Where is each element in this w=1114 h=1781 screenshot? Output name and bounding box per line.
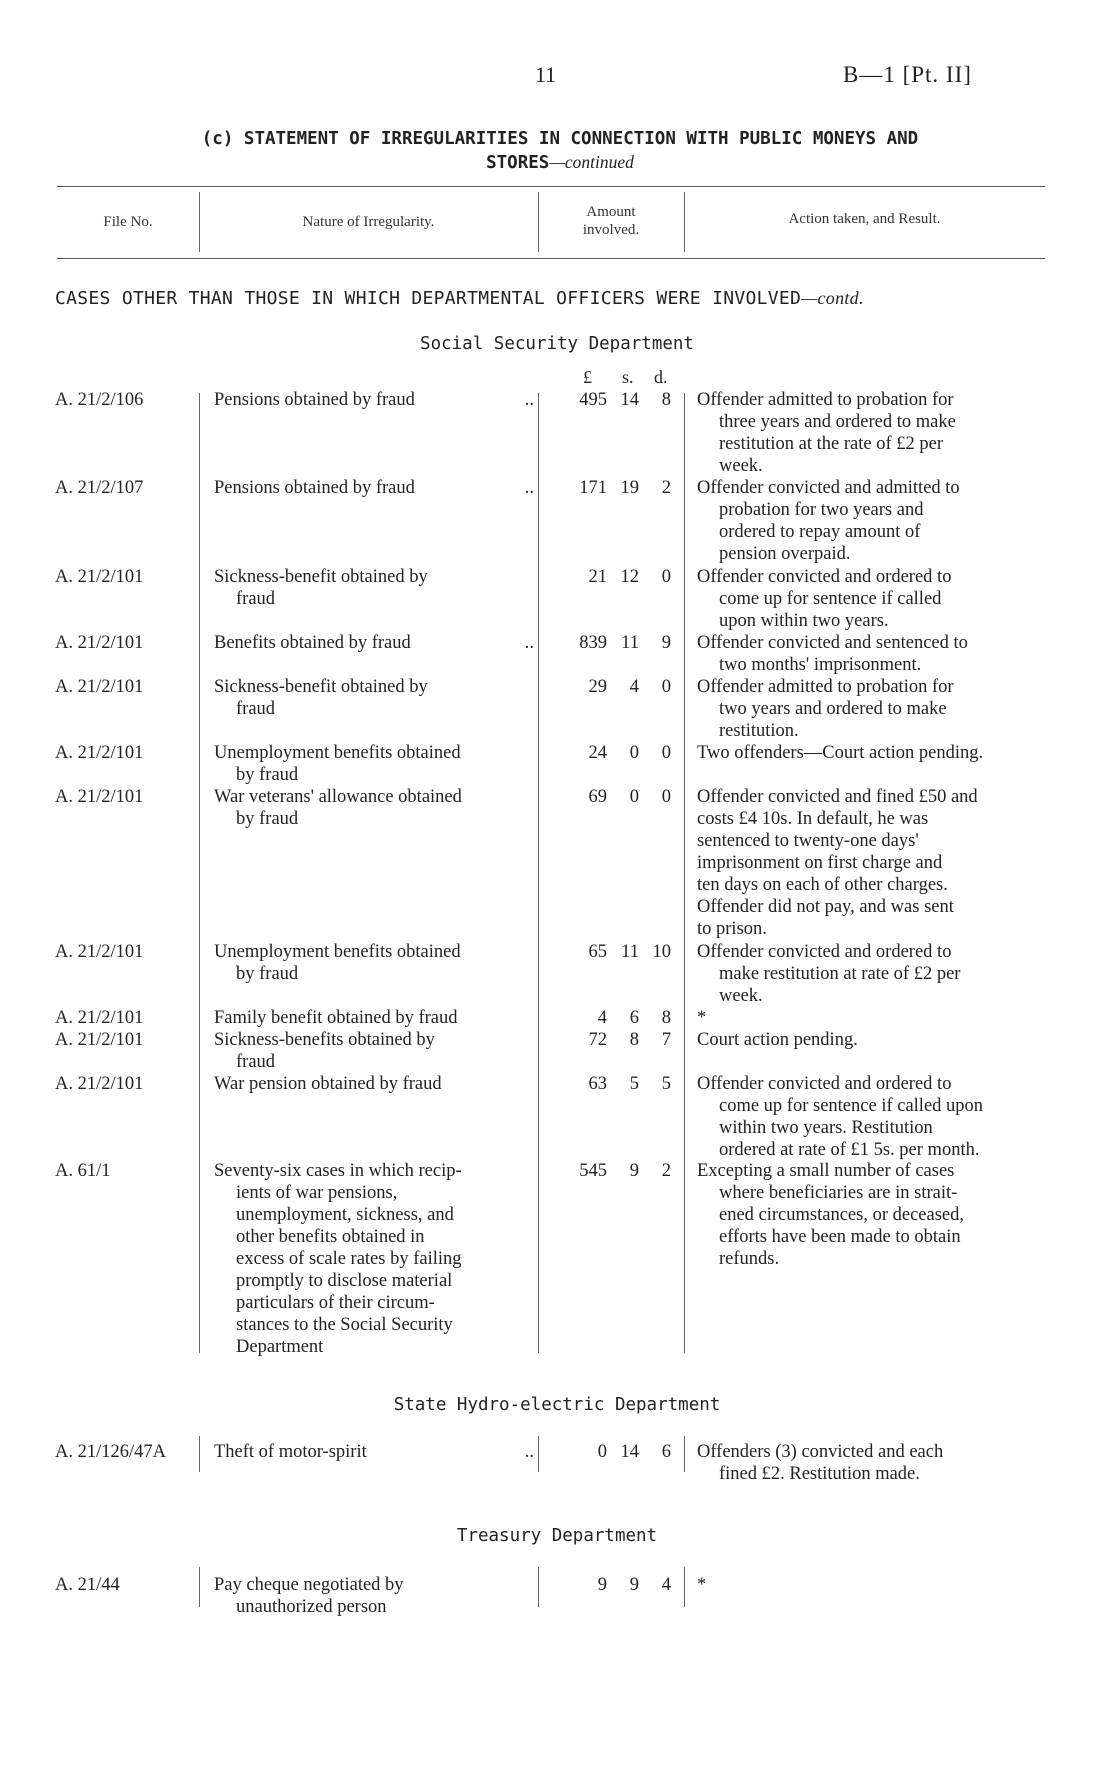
nature-of-irregularity xyxy=(214,676,534,720)
nature-line: Benefits obtained by fraud xyxy=(214,633,411,653)
amount-header-line-2: involved. xyxy=(582,222,640,238)
nature-line: promptly to disclose material xyxy=(236,1271,453,1291)
action-line: ordered at rate of £1 5s. per month. xyxy=(719,1140,980,1160)
amount-pounds: 839 xyxy=(579,633,607,653)
amount-shillings: 4 xyxy=(629,677,639,697)
nature-of-irregularity xyxy=(214,1574,534,1618)
amount-pounds: 171 xyxy=(579,478,607,498)
nature-line: Department xyxy=(236,1337,324,1357)
action-line: costs £4 10s. In default, he was xyxy=(697,809,929,829)
file-number: A. 21/2/101 xyxy=(55,1008,144,1028)
nature-of-irregularity xyxy=(214,389,534,411)
action-line: Offender admitted to probation for xyxy=(697,390,954,410)
nature-line: Pensions obtained by fraud xyxy=(214,390,415,410)
action-taken xyxy=(697,1007,1045,1029)
action-line: week. xyxy=(719,456,763,476)
nature-line: by fraud xyxy=(236,809,299,829)
action-line: Two offenders—Court action pending. xyxy=(697,743,984,763)
nature-line: Pay cheque negotiated by xyxy=(214,1575,404,1595)
action-line: Offender did not pay, and was sent xyxy=(697,897,954,917)
amount-shillings: 6 xyxy=(629,1008,639,1028)
section-heading xyxy=(55,288,864,309)
nature-of-irregularity xyxy=(214,477,534,499)
amount-pounds: 545 xyxy=(579,1161,607,1181)
action-taken xyxy=(697,1574,1045,1596)
page-number: 11 xyxy=(535,62,557,87)
column-divider xyxy=(538,1436,539,1472)
department-heading-treasury: Treasury Department xyxy=(456,1526,658,1546)
amount-shillings: 0 xyxy=(629,787,639,807)
statement-title xyxy=(60,128,1060,175)
department-heading-hydro: State Hydro-electric Department xyxy=(393,1395,721,1415)
leader-dots: .. xyxy=(524,633,534,653)
action-line: imprisonment on first charge and xyxy=(697,853,943,873)
action-taken xyxy=(697,941,1045,1007)
file-number: A. 21/2/101 xyxy=(55,677,144,697)
action-line: * xyxy=(697,1575,707,1595)
action-line: ordered to repay amount of xyxy=(719,522,921,542)
amount-pounds: 9 xyxy=(597,1575,607,1595)
column-header-action: Action taken, and Result. xyxy=(788,211,941,227)
file-number: A. 21/2/101 xyxy=(55,1074,144,1094)
nature-line: stances to the Social Security xyxy=(236,1315,453,1335)
nature-line: War pension obtained by fraud xyxy=(214,1074,442,1094)
nature-of-irregularity xyxy=(214,566,534,610)
action-line: Offender convicted and sentenced to xyxy=(697,633,968,653)
action-line: come up for sentence if called xyxy=(719,589,942,609)
file-number: A. 21/2/101 xyxy=(55,567,144,587)
amount-pounds: 24 xyxy=(588,743,607,763)
nature-of-irregularity xyxy=(214,1073,534,1095)
amount-pence: 5 xyxy=(661,1074,671,1094)
nature-line: fraud xyxy=(236,589,276,609)
action-line: week. xyxy=(719,986,763,1006)
amount-shillings: 14 xyxy=(620,390,639,410)
action-line: two years and ordered to make xyxy=(719,699,947,719)
amount-pounds: 4 xyxy=(597,1008,607,1028)
document-reference: B—1 [Pt. II] xyxy=(843,62,972,87)
amount-pence: 0 xyxy=(661,787,671,807)
action-line: efforts have been made to obtain xyxy=(719,1227,961,1247)
pounds-header: £ xyxy=(583,367,592,387)
action-line: two months' imprisonment. xyxy=(719,655,922,675)
currency-header xyxy=(555,367,672,389)
column-header-file-no: File No. xyxy=(103,214,153,230)
nature-line: Theft of motor-spirit xyxy=(214,1442,367,1462)
leader-dots: .. xyxy=(524,390,534,410)
action-line: upon within two years. xyxy=(719,611,889,631)
amount-pence: 4 xyxy=(661,1575,671,1595)
action-line: refunds. xyxy=(719,1249,780,1269)
action-line: Offender convicted and fined £50 and xyxy=(697,787,978,807)
action-line: restitution at the rate of £2 per xyxy=(719,434,943,454)
nature-line: Seventy-six cases in which recip- xyxy=(214,1161,462,1181)
file-number: A. 21/126/47A xyxy=(55,1442,166,1462)
action-line: come up for sentence if called upon xyxy=(719,1096,984,1116)
amount-shillings: 12 xyxy=(620,567,639,587)
column-header-amount xyxy=(538,203,684,239)
action-line: within two years. Restitution xyxy=(719,1118,933,1138)
file-number: A. 21/2/101 xyxy=(55,942,144,962)
amount-pence: 6 xyxy=(661,1442,671,1462)
action-line: fined £2. Restitution made. xyxy=(719,1464,920,1484)
nature-line: War veterans' allowance obtained xyxy=(214,787,462,807)
action-taken xyxy=(697,477,1045,565)
nature-of-irregularity xyxy=(214,941,534,985)
action-line: sentenced to twenty-one days' xyxy=(697,831,919,851)
amount-shillings: 11 xyxy=(621,942,639,962)
action-line: pension overpaid. xyxy=(719,544,851,564)
action-taken xyxy=(697,742,1045,764)
column-header-nature: Nature of Irregularity. xyxy=(302,214,435,230)
amount-shillings: 5 xyxy=(629,1074,639,1094)
action-line: Offender convicted and ordered to xyxy=(697,942,952,962)
action-taken xyxy=(697,389,1045,477)
nature-of-irregularity xyxy=(214,1007,534,1029)
nature-line: by fraud xyxy=(236,964,299,984)
action-line: restitution. xyxy=(719,721,799,741)
amount-pounds: 63 xyxy=(588,1074,607,1094)
nature-line: particulars of their circum- xyxy=(236,1293,435,1313)
file-number: A. 21/2/101 xyxy=(55,1030,144,1050)
amount-pence: 0 xyxy=(661,567,671,587)
column-divider xyxy=(684,393,685,1353)
amount-shillings: 11 xyxy=(621,633,639,653)
file-number: A. 21/2/107 xyxy=(55,478,144,498)
nature-line: other benefits obtained in xyxy=(236,1227,425,1247)
amount-pence: 0 xyxy=(661,677,671,697)
action-line: Offender admitted to probation for xyxy=(697,677,954,697)
column-divider xyxy=(538,393,539,1353)
nature-of-irregularity xyxy=(214,1441,534,1463)
action-line: Court action pending. xyxy=(697,1030,858,1050)
action-taken xyxy=(697,786,1045,940)
nature-of-irregularity xyxy=(214,742,534,786)
action-taken xyxy=(697,632,1045,676)
amount-pence: 7 xyxy=(661,1030,671,1050)
header-rule-bottom xyxy=(57,258,1045,259)
leader-dots: .. xyxy=(524,1442,534,1462)
column-divider xyxy=(538,1567,539,1607)
amount-pence: 2 xyxy=(661,1161,671,1181)
action-line: where beneficiaries are in strait- xyxy=(719,1183,958,1203)
amount-pounds: 21 xyxy=(588,567,607,587)
amount-pounds: 495 xyxy=(579,390,607,410)
file-number: A. 61/1 xyxy=(55,1161,111,1181)
column-divider xyxy=(199,393,200,1353)
amount-pence: 8 xyxy=(661,1008,671,1028)
nature-line: Unemployment benefits obtained xyxy=(214,743,461,763)
section-heading-text: CASES OTHER THAN THOSE IN WHICH DEPARTMENTAL OFFICERS WERE INVOLVED xyxy=(55,288,802,309)
file-number: A. 21/2/101 xyxy=(55,743,144,763)
nature-line: Sickness-benefit obtained by xyxy=(214,677,428,697)
nature-line: excess of scale rates by failing xyxy=(236,1249,462,1269)
amount-header-line-1: Amount xyxy=(586,204,636,220)
nature-line: Sickness-benefits obtained by xyxy=(214,1030,435,1050)
shillings-header: s. xyxy=(622,367,634,387)
amount-shillings: 9 xyxy=(629,1161,639,1181)
nature-line: by fraud xyxy=(236,765,299,785)
amount-pence: 2 xyxy=(661,478,671,498)
action-line: three years and ordered to make xyxy=(719,412,956,432)
amount-pounds: 29 xyxy=(588,677,607,697)
nature-line: Unemployment benefits obtained xyxy=(214,942,461,962)
nature-of-irregularity xyxy=(214,1029,534,1073)
action-line: Offender convicted and ordered to xyxy=(697,567,952,587)
action-line: * xyxy=(697,1008,707,1028)
action-line: Offenders (3) convicted and each xyxy=(697,1442,944,1462)
action-line: ten days on each of other charges. xyxy=(697,875,948,895)
title-line-2: STORES xyxy=(486,153,550,173)
action-line: probation for two years and xyxy=(719,500,924,520)
amount-shillings: 19 xyxy=(620,478,639,498)
action-taken xyxy=(697,1441,1045,1485)
amount-shillings: 14 xyxy=(620,1442,639,1462)
nature-of-irregularity xyxy=(214,1160,534,1358)
file-number: A. 21/2/101 xyxy=(55,787,144,807)
action-taken xyxy=(697,1160,1045,1270)
action-taken xyxy=(697,1073,1045,1161)
amount-pence: 0 xyxy=(661,743,671,763)
action-taken xyxy=(697,676,1045,742)
amount-pounds: 72 xyxy=(588,1030,607,1050)
column-divider xyxy=(684,1436,685,1472)
header-rule-top xyxy=(57,186,1045,187)
file-number: A. 21/2/106 xyxy=(55,390,144,410)
column-divider xyxy=(684,1567,685,1607)
column-divider xyxy=(199,1567,200,1607)
action-line: ened circumstances, or deceased, xyxy=(719,1205,964,1225)
action-taken xyxy=(697,566,1045,632)
leader-dots: .. xyxy=(524,478,534,498)
action-line: Offender convicted and admitted to xyxy=(697,478,960,498)
nature-line: fraud xyxy=(236,699,276,719)
action-taken xyxy=(697,1029,1045,1051)
nature-line: unauthorized person xyxy=(236,1597,387,1617)
amount-shillings: 0 xyxy=(629,743,639,763)
title-continued: —continued xyxy=(549,152,634,172)
nature-line: ients of war pensions, xyxy=(236,1183,398,1203)
action-line: make restitution at rate of £2 per xyxy=(719,964,961,984)
amount-pounds: 0 xyxy=(597,1442,607,1462)
nature-line: Sickness-benefit obtained by xyxy=(214,567,428,587)
action-line: Offender convicted and ordered to xyxy=(697,1074,952,1094)
amount-pence: 10 xyxy=(652,942,671,962)
column-divider xyxy=(199,1436,200,1472)
nature-of-irregularity xyxy=(214,786,534,830)
file-number: A. 21/2/101 xyxy=(55,633,144,653)
department-heading-social-security: Social Security Department xyxy=(420,334,694,354)
section-heading-continued: —contd. xyxy=(801,288,864,308)
amount-pounds: 69 xyxy=(588,787,607,807)
nature-line: Pensions obtained by fraud xyxy=(214,478,415,498)
nature-of-irregularity xyxy=(214,632,534,654)
file-number: A. 21/44 xyxy=(55,1575,120,1595)
action-line: Excepting a small number of cases xyxy=(697,1161,955,1181)
nature-line: Family benefit obtained by fraud xyxy=(214,1008,458,1028)
pence-header: d. xyxy=(654,367,668,387)
amount-pence: 8 xyxy=(661,390,671,410)
nature-line: unemployment, sickness, and xyxy=(236,1205,454,1225)
amount-shillings: 9 xyxy=(629,1575,639,1595)
amount-pence: 9 xyxy=(661,633,671,653)
nature-line: fraud xyxy=(236,1052,276,1072)
amount-pounds: 65 xyxy=(588,942,607,962)
action-line: to prison. xyxy=(697,919,767,939)
title-line-1: (c) STATEMENT OF IRREGULARITIES IN CONNECTION WITH PUBLIC MONEYS AND xyxy=(201,129,919,149)
amount-shillings: 8 xyxy=(629,1030,639,1050)
